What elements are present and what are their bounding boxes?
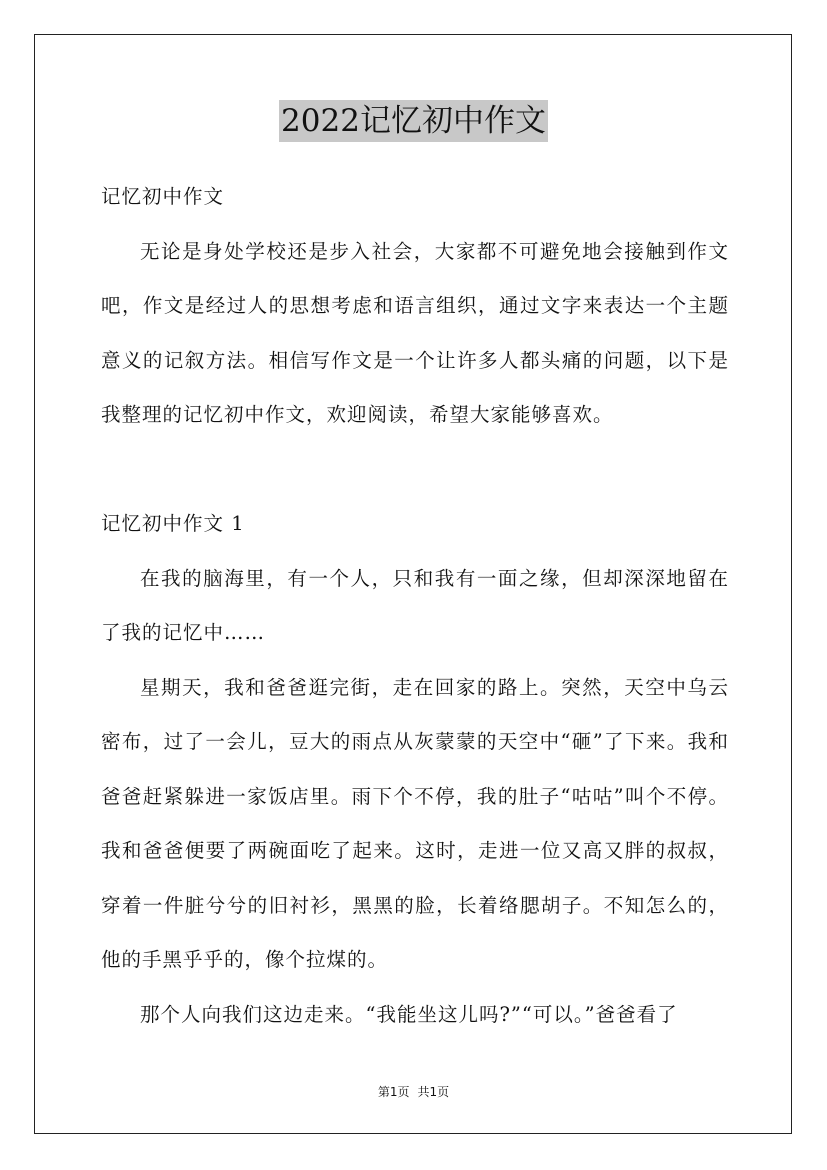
section-1-heading: 记忆初中作文 1 [101, 512, 245, 535]
page-footer [0, 1083, 827, 1100]
page-total: 共1页 [417, 1085, 450, 1099]
intro-paragraph: 无论是身处学校还是步入社会，大家都不可避免地会接触到作文吧，作文是经过人的思想考虑和语言组织，通过文字来表达一个主题意义的记叙方法。相信写作文是一个让许多人都头痛的问题，以下是我整理的记忆初中作文，欢迎阅读，希望大家能够喜欢。 [101, 239, 729, 426]
section-1-paragraph: 在我的脑海里，有一个人，只和我有一面之缘，但却深深地留在了我的记忆中…… [101, 566, 729, 644]
document-title: 2022记忆初中作文 [279, 100, 548, 142]
section-1-paragraph: 那个人向我们这边走来。“我能坐这儿吗?”“可以。”爸爸看了 [140, 1002, 678, 1026]
title-area [0, 100, 827, 142]
section-1-paragraph: 星期天，我和爸爸逛完街，走在回家的路上。突然，天空中乌云密布，过了一会儿，豆大的雨点从灰蒙蒙的天空中“砸”了下来。我和爸爸赶紧躲进一家饭店里。雨下个不停，我的肚子“咕咕”叫个不停。我和爸爸便要了两碗面吃了起来。这时，走进一位又高又胖的叔叔，穿着一件脏兮兮的旧衬衫，黑黑的脸，长着络腮胡子。不知怎么的，他的手黑乎乎的，像个拉煤的。 [101, 675, 729, 971]
page-number: 第1页 [377, 1085, 410, 1099]
section-gap [101, 443, 729, 498]
intro-heading: 记忆初中作文 [101, 185, 225, 208]
document-body [101, 170, 729, 1042]
